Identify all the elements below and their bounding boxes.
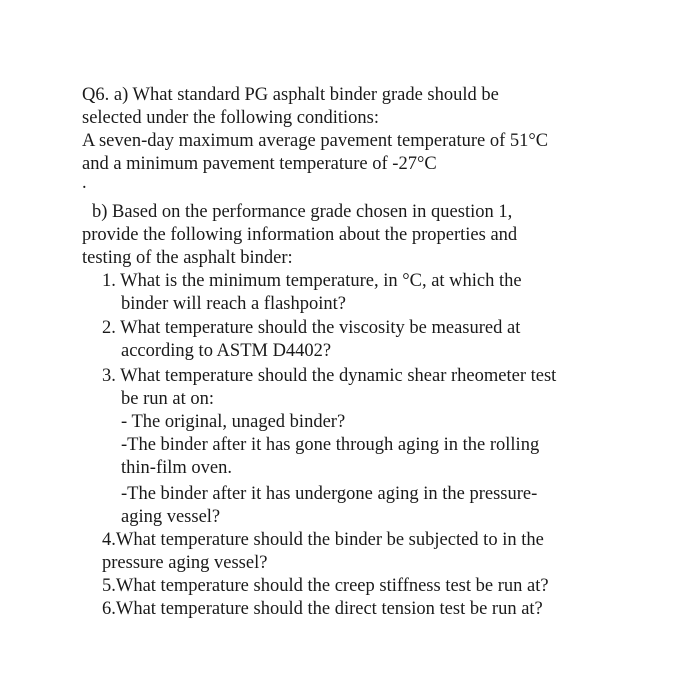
item-2-line-2: according to ASTM D4402? [121,341,332,361]
item-3-sub-1: - The original, unaged binder? [121,412,346,432]
part-b-line-1: b) Based on the performance grade chosen in question 1, [92,202,513,222]
part-a-line-2: selected under the following conditions: [82,108,379,128]
part-a-line-4: and a minimum pavement temperature of -27°C [82,154,437,174]
item-3-sub-2-line-2: thin-film oven. [121,458,232,478]
separator-dot: . [82,173,87,193]
part-a-line-1: Q6. a) What standard PG asphalt binder grade should be [82,85,499,105]
item-6-line-1: 6.What temperature should the direct tension test be run at? [102,599,543,619]
item-3-sub-3-line-2: aging vessel? [121,507,221,527]
item-3-line-2: be run at on: [121,389,214,409]
item-4-line-2: pressure aging vessel? [102,553,268,573]
item-4-line-1: 4.What temperature should the binder be subjected to in the [102,530,544,550]
item-3-sub-3-line-1: -The binder after it has undergone aging in the pressure- [121,484,538,504]
item-1-line-1: 1. What is the minimum temperature, in °C, at which the [102,271,522,291]
item-1-line-2: binder will reach a flashpoint? [121,294,346,314]
item-3-line-1: 3. What temperature should the dynamic shear rheometer test [102,366,557,386]
part-a-line-3: A seven-day maximum average pavement temperature of 51°C [82,131,549,151]
part-b-line-2: provide the following information about the properties and [82,225,518,245]
item-3-sub-2-line-1: -The binder after it has gone through aging in the rolling [121,435,540,455]
part-b-line-3: testing of the asphalt binder: [82,248,293,268]
item-2-line-1: 2. What temperature should the viscosity be measured at [102,318,521,338]
item-5-line-1: 5.What temperature should the creep stiffness test be run at? [102,576,549,596]
